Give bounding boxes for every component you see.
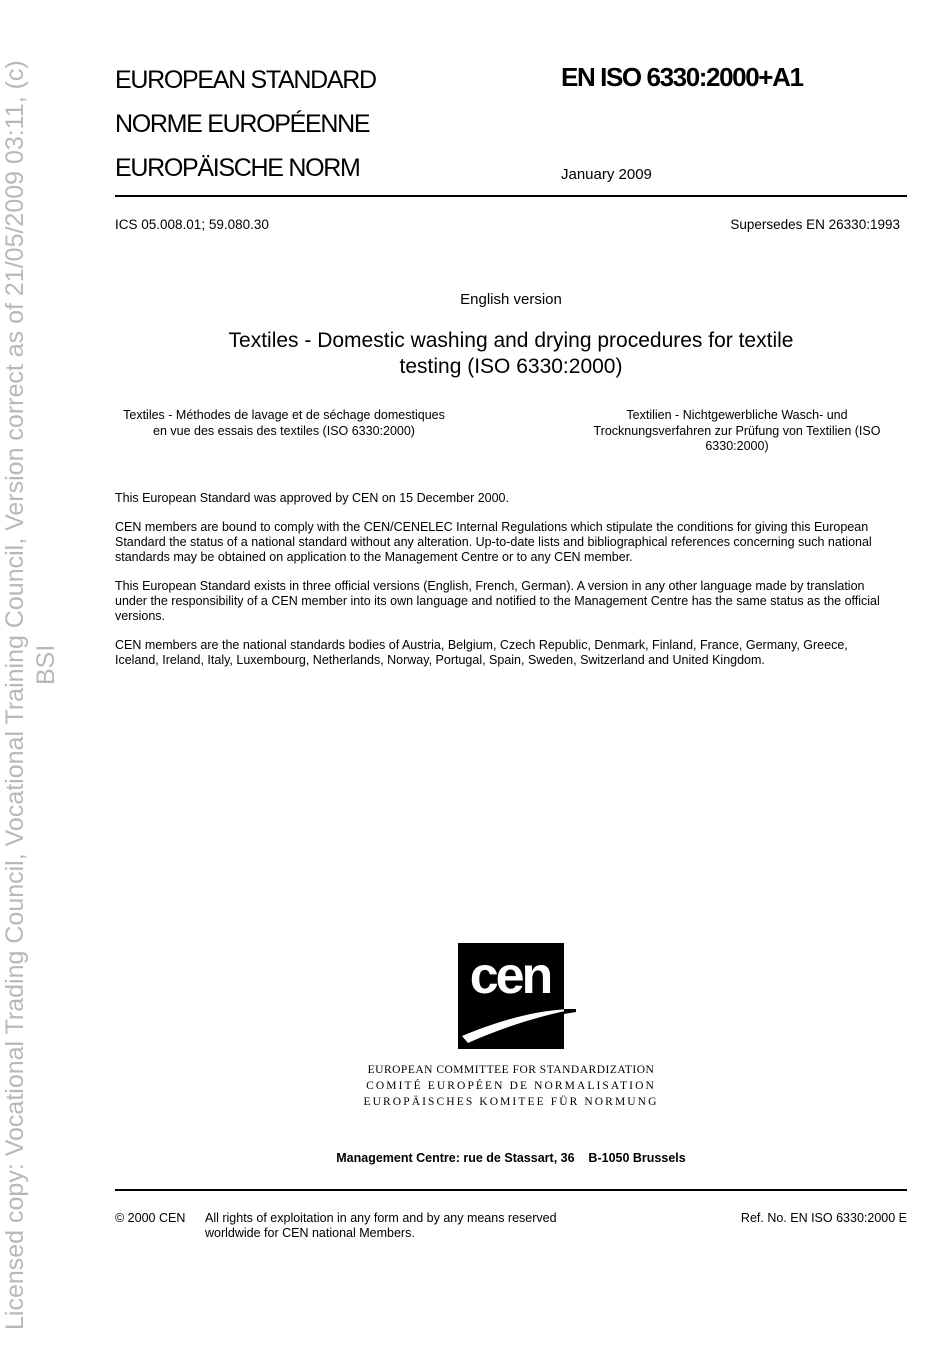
footer-divider [115, 1189, 907, 1191]
paragraph-members [115, 638, 907, 668]
license-watermark [0, 0, 70, 1330]
paragraph-line: Iceland, Ireland, Italy, Luxembourg, Netherlands, Norway, Portugal, Spain, Sweden, Switzerland and United Kingdom. [115, 653, 765, 667]
committee-name-en: EUROPEAN COMMITTEE FOR STANDARDIZATION [367, 1064, 655, 1076]
rights-statement [205, 1211, 605, 1241]
title-french [115, 408, 453, 439]
paragraph-approval [115, 491, 907, 506]
title-french-line-2: en vue des essais des textiles (ISO 6330:2000) [153, 423, 415, 438]
paragraph-line: Standard the status of a national standard without any alteration. Up-to-date lists and bibliographical references concerning such national [115, 535, 872, 549]
watermark-line-2: BSI [32, 644, 60, 685]
copyright-notice: © 2000 CEN [115, 1211, 186, 1225]
management-centre-address: Management Centre: rue de Stassart, 36 B-1050 Brussels [336, 1151, 686, 1165]
paragraph-line: This European Standard was approved by CEN on 15 December 2000. [115, 491, 509, 505]
paragraph-line: versions. [115, 609, 166, 623]
publication-date: January 2009 [561, 166, 652, 183]
title-german-line-1: Textilien - Nichtgewerbliche Wasch- und [626, 408, 848, 422]
header-divider [115, 195, 907, 197]
standard-type-heading [115, 58, 376, 190]
standard-type-de: EUROPÄISCHE NORM [115, 154, 360, 182]
document-title-line-2: testing (ISO 6330:2000) [399, 355, 623, 378]
title-french-line-1: Textiles - Méthodes de lavage et de séchage domestiques [123, 408, 445, 422]
standard-number: EN ISO 6330:2000+A1 [561, 62, 803, 92]
paragraph-versions [115, 579, 907, 624]
cen-logo-text: cen [469, 947, 551, 1005]
paragraph-regulations [115, 520, 907, 565]
document-title-line-1: Textiles - Domestic washing and drying procedures for textile [228, 329, 794, 352]
standard-type-en: EUROPEAN STANDARD [115, 66, 376, 94]
title-german [580, 408, 894, 455]
standard-type-fr: NORME EUROPÉENNE [115, 110, 370, 138]
document-title [180, 328, 842, 380]
title-german-line-3: 6330:2000) [705, 439, 769, 453]
committee-name [300, 1062, 722, 1110]
cen-logo-icon [458, 943, 578, 1049]
committee-name-fr: COMITÉ EUROPÉEN DE NORMALISATION [366, 1080, 656, 1092]
title-german-line-2: Trocknungsverfahren zur Prüfung von Textilien (ISO [593, 423, 881, 438]
version-note: English version [460, 291, 562, 308]
watermark-line-1: Licensed copy: Vocational Trading Council, Vocational Training Council, Version correct as of 21/05/2009 03:11, (c) [1, 60, 29, 1330]
paragraph-line: under the responsibility of a CEN member into its own language and notified to the Management Centre has the same status as the official [115, 594, 880, 608]
paragraph-line: CEN members are bound to comply with the CEN/CENELEC Internal Regulations which stipulate the conditions for giving this European [115, 520, 869, 534]
paragraph-line: standards may be obtained on application to the Management Centre or to any CEN member. [115, 550, 633, 564]
reference-number: Ref. No. EN ISO 6330:2000 E [740, 1211, 907, 1225]
paragraph-line: CEN members are the national standards bodies of Austria, Belgium, Czech Republic, Denmark, Finland, France, Germany, Greece, [115, 638, 848, 652]
paragraph-line: This European Standard exists in three official versions (English, French, German). A version in any other language made by translation [115, 579, 865, 593]
ics-codes: ICS 05.008.01; 59.080.30 [115, 217, 269, 232]
supersedes-note: Supersedes EN 26330:1993 [730, 217, 900, 232]
committee-name-de: EUROPÄISCHES KOMITEE FÜR NORMUNG [363, 1096, 659, 1108]
rights-line-1: All rights of exploitation in any form and by any means reserved [205, 1211, 557, 1225]
rights-line-2: worldwide for CEN national Members. [205, 1226, 415, 1240]
